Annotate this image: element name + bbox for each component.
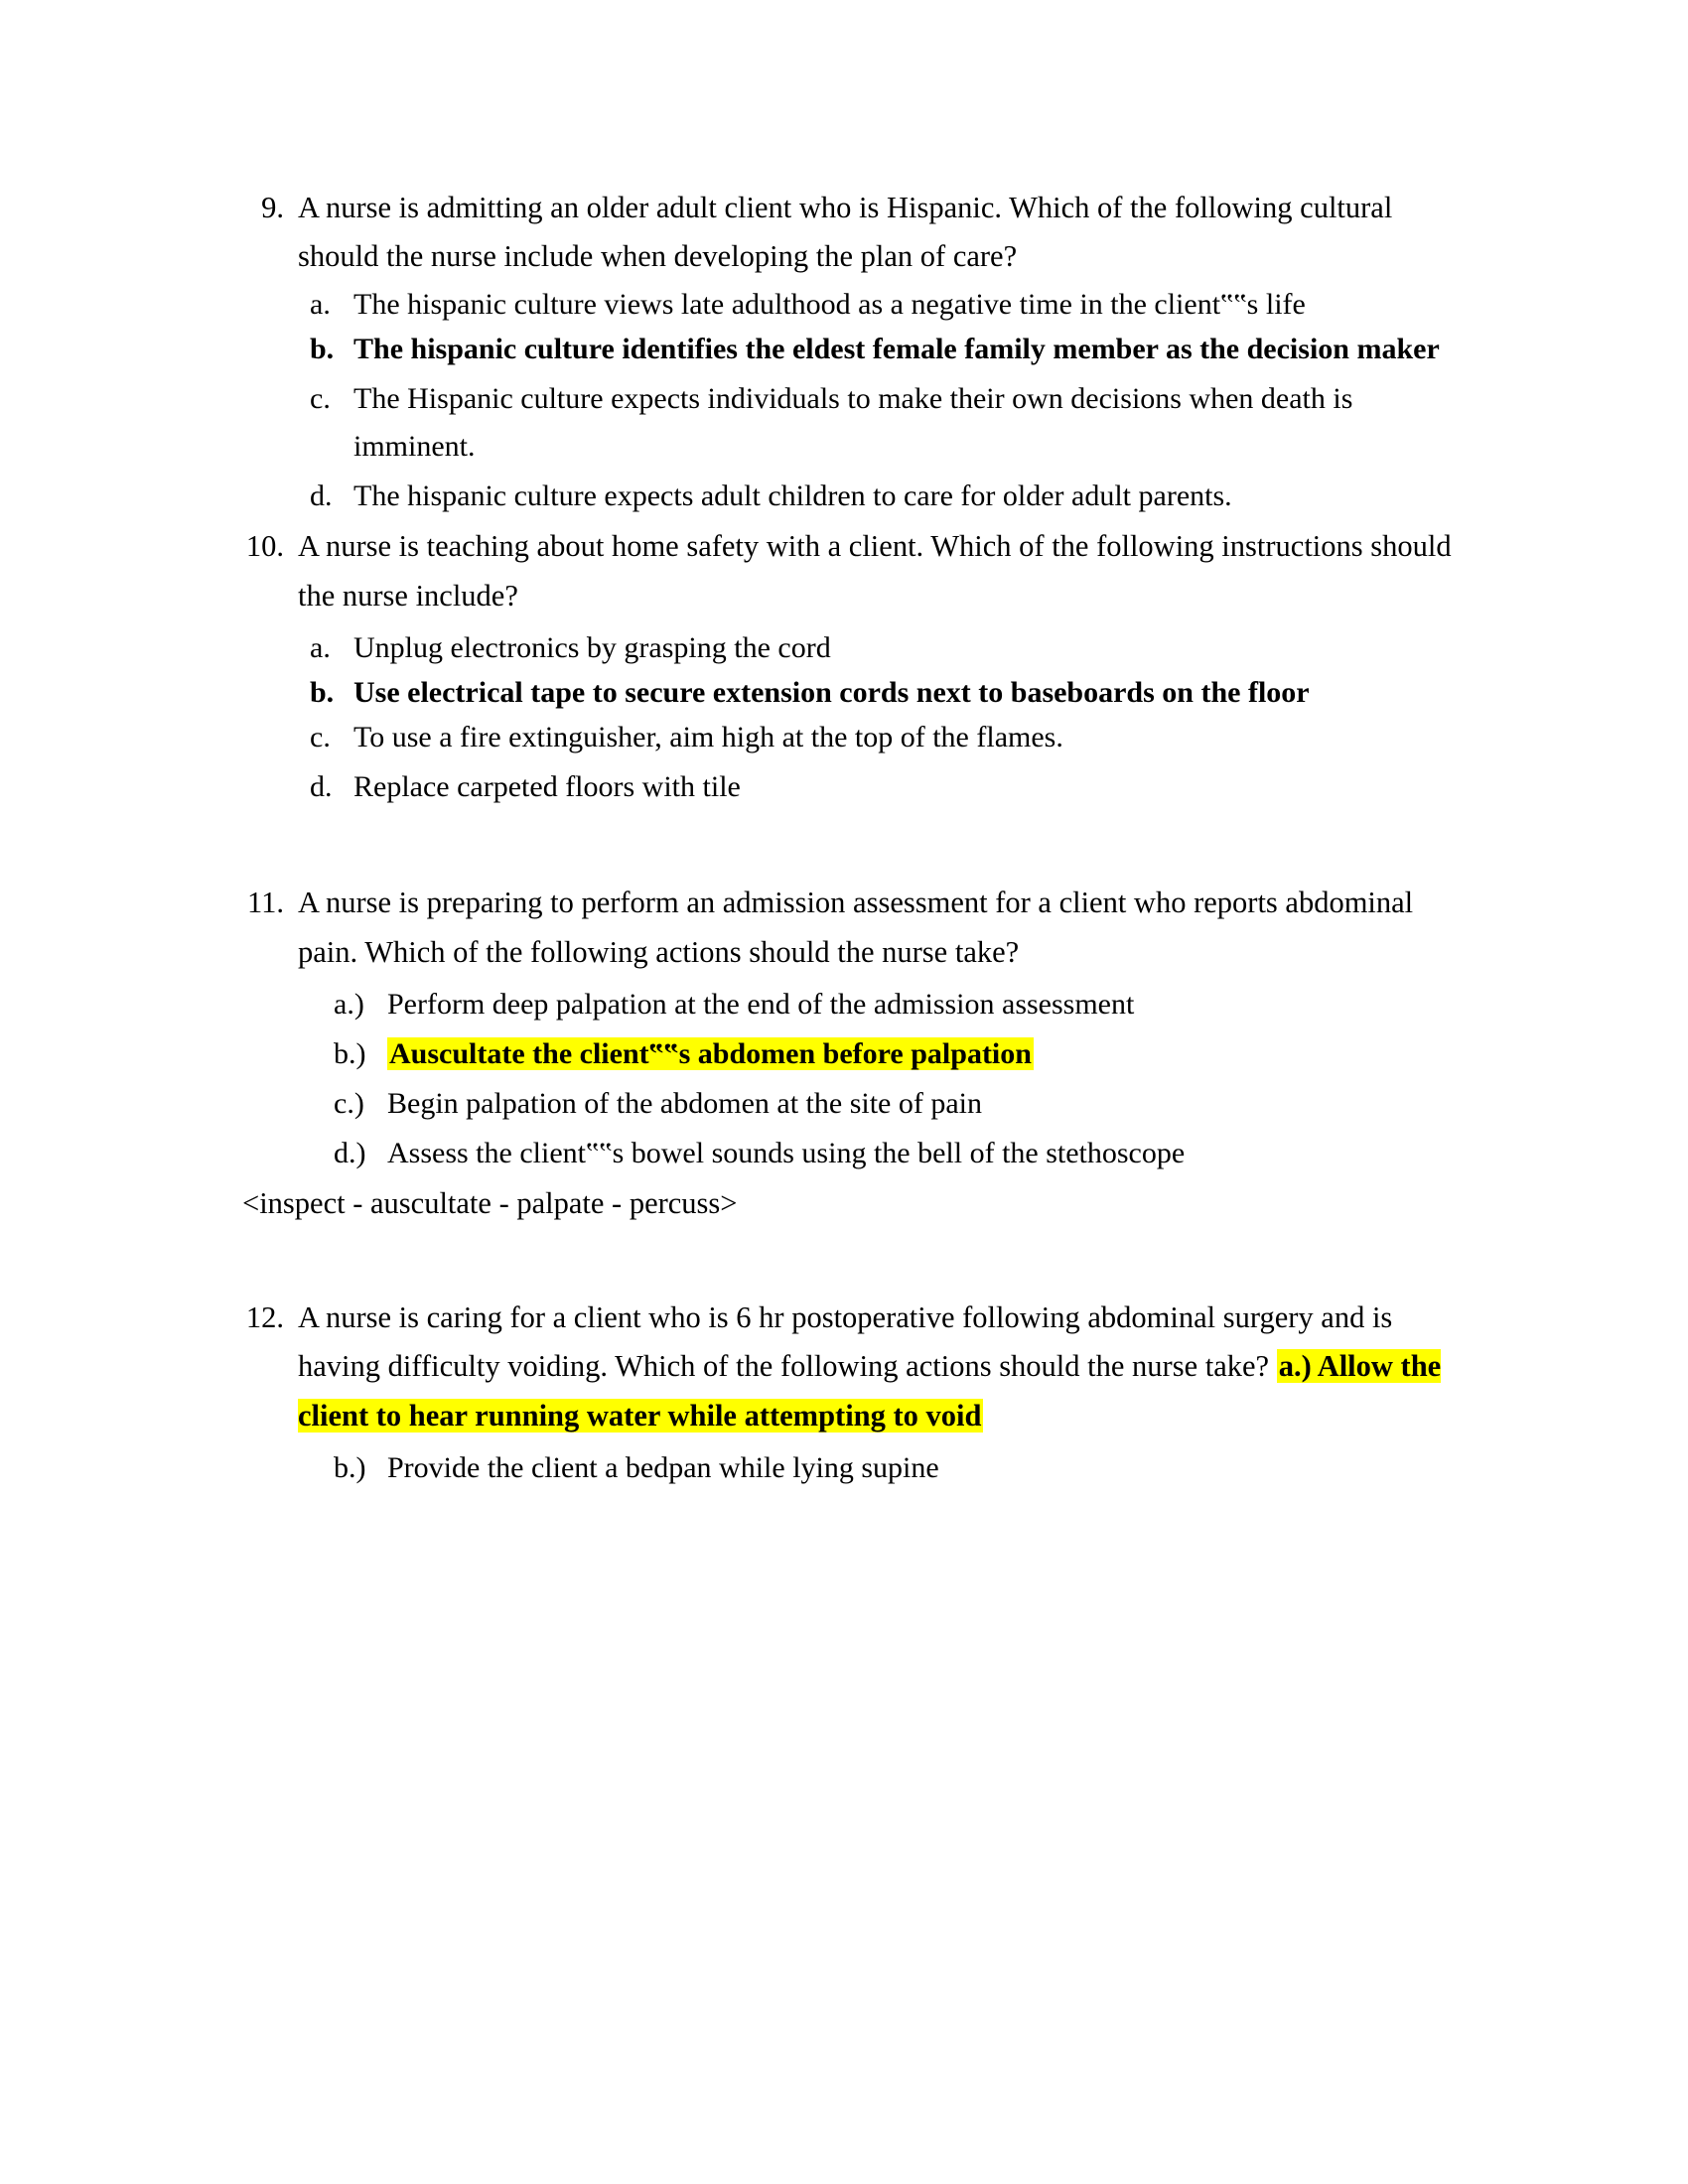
option-item — [334, 1130, 1460, 1177]
option-item — [310, 473, 1460, 520]
option-label: d. — [310, 479, 333, 513]
question-stem: A nurse is caring for a client who is 6 hr postoperative following abdominal surgery and is having difficulty voiding. Which of the following actions should the nurse take? — [298, 1300, 1393, 1384]
option-text: Unplug electronics by grasping the cord — [353, 631, 831, 665]
option-text: The Hispanic culture expects individuals to make their own decisions when death is imminent. — [353, 382, 1353, 464]
question-text: A nurse is preparing to perform an admission assessment for a client who reports abdominal pain. Which of the following actions should the nurse take? — [298, 886, 1414, 969]
question-number: 10. — [245, 529, 284, 564]
option-label: b. — [310, 333, 335, 366]
option-list — [298, 981, 1460, 1177]
option-list — [298, 1444, 1460, 1492]
question-list — [242, 184, 1460, 1492]
option-label: c. — [310, 721, 331, 754]
option-text: Provide the client a bedpan while lying supine — [387, 1451, 939, 1485]
question-item — [245, 522, 1460, 811]
option-label: d. — [310, 770, 333, 804]
option-item — [334, 1030, 1460, 1078]
question-item — [245, 1294, 1460, 1492]
option-label: b. — [310, 676, 335, 710]
option-text: The hispanic culture expects adult children to care for older adult parents. — [353, 479, 1232, 513]
question-number: 11. — [247, 886, 284, 920]
option-list — [298, 286, 1460, 520]
option-text: The hispanic culture identifies the eldest female family member as the decision maker — [353, 333, 1440, 366]
question-number: 9. — [261, 191, 284, 224]
question-text: A nurse is admitting an older adult client who is Hispanic. Which of the following cultural should the nurse include when developing the plan of care? — [298, 191, 1393, 274]
option-label: d.) — [334, 1137, 366, 1170]
option-text: Use electrical tape to secure extension cords next to baseboards on the floor — [353, 676, 1310, 710]
option-label: c. — [310, 382, 331, 416]
question-note: <inspect - auscultate - palpate - percuss> — [242, 1186, 738, 1221]
option-label: a.) — [334, 988, 364, 1022]
option-item — [310, 674, 1460, 712]
section-spacer — [298, 813, 1460, 879]
option-text: The hispanic culture views late adulthood as a negative time in the client‟‟s life — [353, 287, 1306, 321]
option-item — [310, 624, 1460, 672]
option-item — [310, 326, 1460, 373]
option-text: Perform deep palpation at the end of the admission assessment — [387, 988, 1135, 1022]
option-item — [310, 714, 1460, 761]
highlighted-answer: Auscultate the client‟‟s abdomen before palpation — [389, 1037, 1032, 1071]
option-label: b.) — [334, 1037, 366, 1071]
option-item — [334, 1080, 1460, 1128]
section-spacer — [298, 1228, 1460, 1294]
option-item — [310, 286, 1460, 324]
question-number: 12. — [245, 1300, 284, 1335]
option-text: Replace carpeted floors with tile — [353, 770, 741, 804]
option-item — [310, 763, 1460, 811]
option-text: Begin palpation of the abdomen at the site of pain — [387, 1087, 983, 1121]
option-text: To use a fire extinguisher, aim high at the top of the flames. — [353, 721, 1063, 754]
option-label: a. — [310, 287, 331, 321]
option-label: c.) — [334, 1087, 364, 1121]
option-text: Assess the client‟‟s bowel sounds using the bell of the stethoscope — [387, 1137, 1186, 1170]
question-item — [242, 879, 1460, 1228]
option-label: a. — [310, 631, 331, 665]
highlighted-answer: a.) Allow the client to hear running water while attempting to void — [298, 1349, 1442, 1433]
option-item — [334, 1444, 1460, 1492]
option-item — [334, 981, 1460, 1028]
question-item — [261, 184, 1460, 520]
option-text-highlighted — [387, 1030, 1460, 1078]
option-label: b.) — [334, 1451, 366, 1485]
option-list — [298, 624, 1460, 811]
question-text — [298, 1294, 1460, 1440]
option-item — [310, 375, 1460, 471]
question-text: A nurse is teaching about home safety with a client. Which of the following instructions should the nurse include? — [298, 529, 1452, 613]
